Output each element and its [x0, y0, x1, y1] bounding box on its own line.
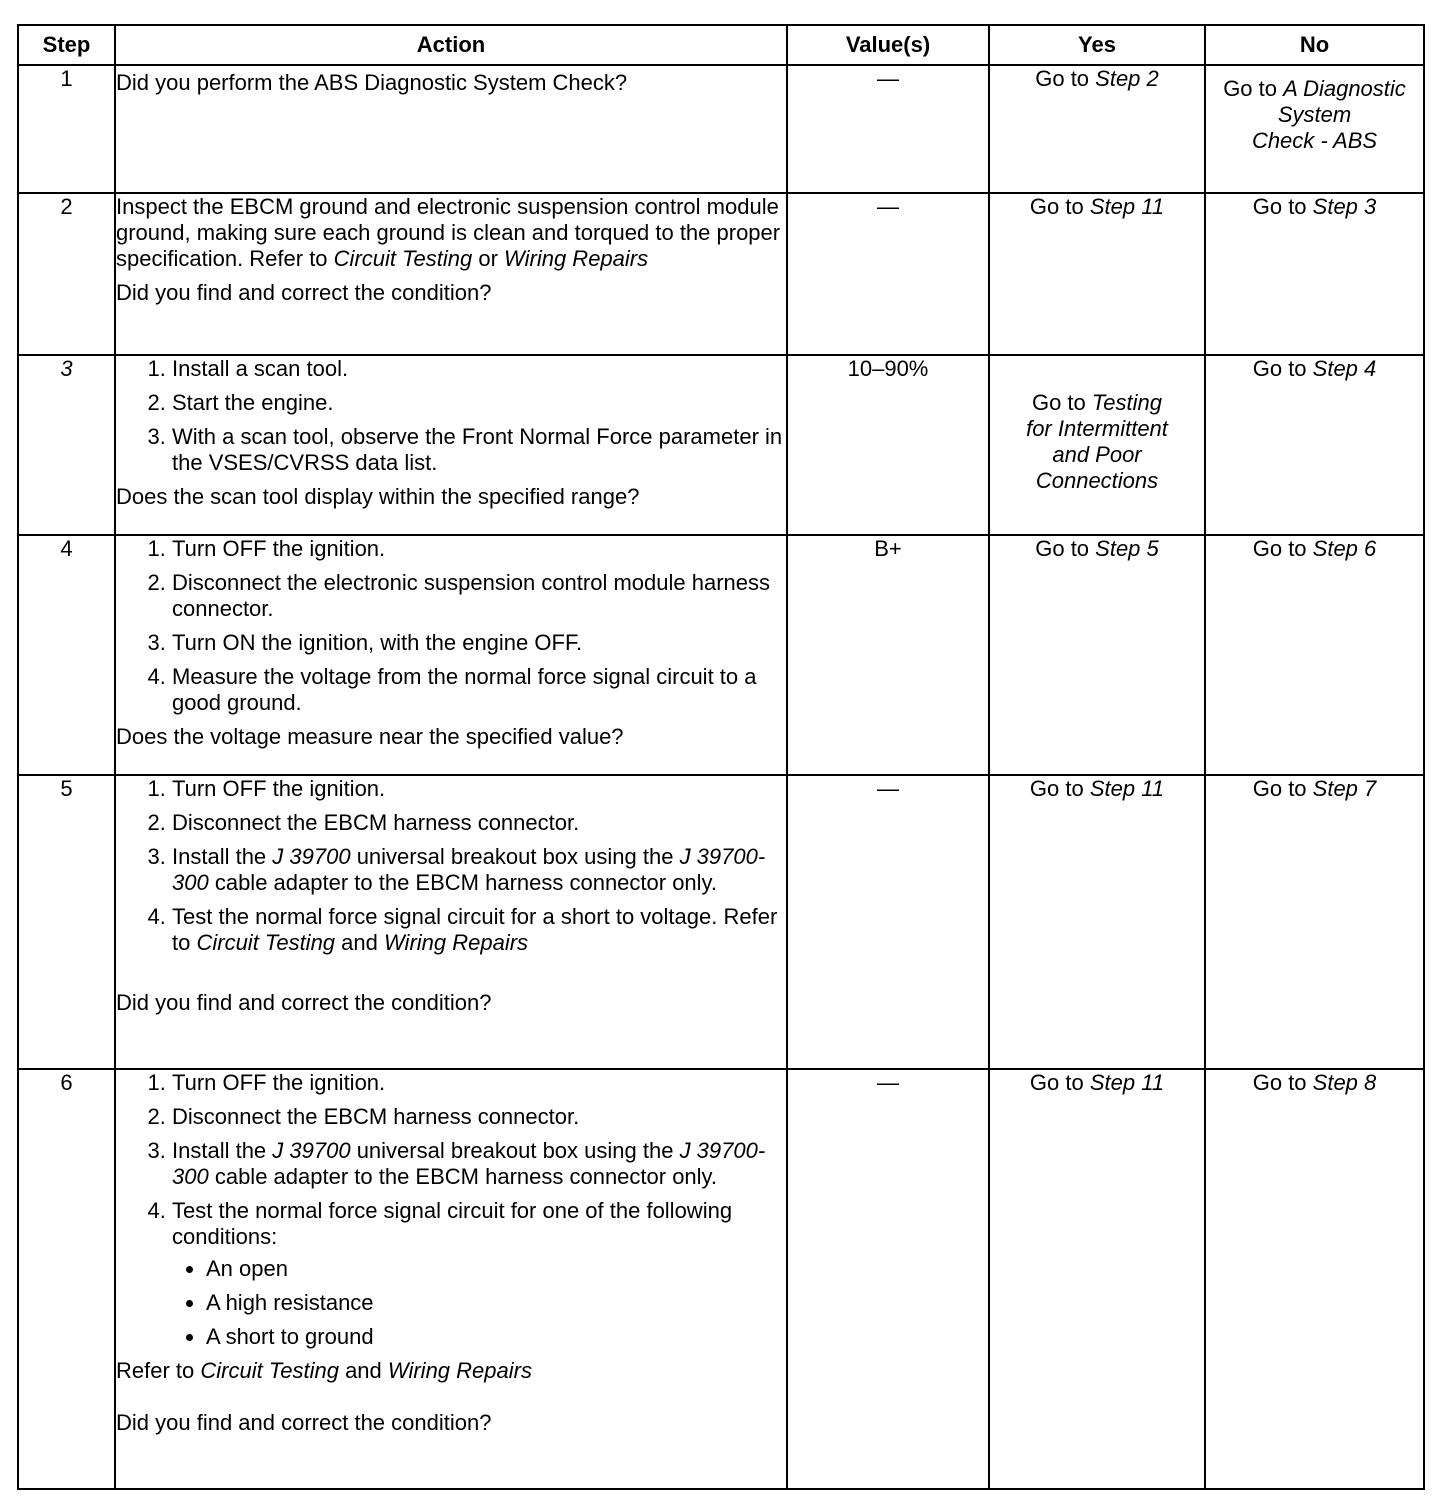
no-prefix: Go to	[1223, 76, 1284, 101]
step-number: 1	[18, 65, 115, 193]
yes-link-line: Connections	[1035, 468, 1159, 493]
no-cell	[1205, 355, 1424, 535]
procedure-item: 4. Measure the voltage from the normal force signal circuit to a good ground.	[172, 664, 786, 716]
no-cell	[1205, 775, 1424, 1069]
procedure-item: 1. Turn OFF the ignition.	[172, 536, 786, 562]
no-prefix: Go to	[1252, 536, 1313, 561]
diagnostic-table	[17, 24, 1425, 1490]
yes-link[interactable]: Step 11	[1089, 1070, 1165, 1095]
action-cell	[115, 1069, 787, 1489]
tool-j39700: J 39700	[272, 1138, 351, 1163]
procedure-item	[172, 1138, 786, 1190]
refer-text	[116, 1358, 786, 1384]
step-number: 2	[18, 193, 115, 355]
value-cell: B+	[787, 535, 989, 775]
question: Did you find and correct the condition?	[116, 1410, 492, 1435]
step-number: 5	[18, 775, 115, 1069]
step-number: 4	[18, 535, 115, 775]
action-cell	[115, 535, 787, 775]
value-cell: —	[787, 65, 989, 193]
ref-wiring-repairs[interactable]: Wiring Repairs	[383, 930, 529, 955]
item-text: universal breakout box using the	[350, 1138, 680, 1163]
refer-prefix: Refer to	[116, 1358, 201, 1383]
no-prefix: Go to	[1252, 356, 1313, 381]
procedure-item	[172, 844, 786, 896]
yes-cell	[989, 355, 1205, 535]
yes-prefix: Go to	[1029, 776, 1090, 801]
procedure-item: 2. Disconnect the EBCM harness connector.	[172, 1104, 786, 1130]
yes-cell	[989, 65, 1205, 193]
no-prefix: Go to	[1252, 776, 1313, 801]
no-prefix: Go to	[1252, 194, 1313, 219]
ref-circuit-testing[interactable]: Circuit Testing	[200, 1358, 339, 1383]
tool-j39700-300: J 39700-300	[172, 1138, 766, 1189]
item-text: Install the	[172, 1138, 273, 1163]
ref-conjunction: and	[338, 1358, 388, 1383]
yes-link[interactable]: Step 2	[1095, 66, 1159, 91]
no-cell	[1205, 193, 1424, 355]
no-link[interactable]: Step 4	[1312, 356, 1377, 381]
ref-circuit-testing[interactable]: Circuit Testing	[196, 930, 336, 955]
item-text: universal breakout box using the	[350, 844, 680, 869]
item-text: Install the	[172, 844, 273, 869]
yes-link[interactable]: Step 11	[1089, 776, 1165, 801]
question: Does the voltage measure near the specified value?	[116, 724, 624, 749]
yes-link[interactable]: Step 5	[1095, 536, 1159, 561]
procedure-item	[172, 904, 786, 956]
procedure-item: 2. Disconnect the electronic suspension control module harness connector.	[172, 570, 786, 622]
action-text: Did you perform the ABS Diagnostic System Check?	[116, 70, 628, 95]
table-row	[18, 193, 1424, 355]
no-cell	[1205, 1069, 1424, 1489]
item-text: cable adapter to the EBCM harness connector only.	[208, 870, 718, 895]
action-cell	[115, 65, 787, 193]
header-row	[18, 25, 1424, 65]
ref-circuit-testing[interactable]: Circuit Testing	[333, 246, 473, 271]
no-link-line: Check - ABS	[1251, 128, 1378, 153]
action-cell	[115, 355, 787, 535]
yes-prefix: Go to	[1029, 194, 1090, 219]
yes-link-line: Testing	[1091, 390, 1163, 415]
value-cell: 10–90%	[787, 355, 989, 535]
no-link[interactable]: Step 3	[1312, 194, 1377, 219]
question: Did you find and correct the condition?	[116, 990, 492, 1015]
no-link-line: System	[1277, 102, 1352, 127]
no-prefix: Go to	[1252, 1070, 1313, 1095]
header-yes: Yes	[989, 25, 1205, 65]
procedure-list	[116, 776, 786, 956]
no-cell	[1205, 535, 1424, 775]
header-step: Step	[18, 25, 115, 65]
condition-list	[172, 1256, 786, 1350]
yes-link[interactable]: Step 11	[1089, 194, 1165, 219]
yes-prefix: Go to	[1029, 1070, 1090, 1095]
value-cell: —	[787, 775, 989, 1069]
yes-cell	[989, 1069, 1205, 1489]
tool-j39700: J 39700	[272, 844, 351, 869]
procedure-item: 3. With a scan tool, observe the Front Normal Force parameter in the VSES/CVRSS data list.	[172, 424, 786, 476]
no-cell	[1205, 65, 1424, 193]
table-row	[18, 1069, 1424, 1489]
yes-cell	[989, 535, 1205, 775]
yes-prefix: Go to	[1035, 536, 1096, 561]
step-number: 3	[18, 355, 115, 535]
no-link[interactable]: Step 6	[1312, 536, 1377, 561]
procedure-item	[172, 1198, 786, 1350]
procedure-item: 1. Install a scan tool.	[172, 356, 786, 382]
table-row	[18, 65, 1424, 193]
action-text	[116, 194, 786, 272]
yes-cell	[989, 193, 1205, 355]
item-text: cable adapter to the EBCM harness connector only.	[208, 1164, 718, 1189]
item-text: Test the normal force signal circuit for a short to voltage. Refer to	[172, 904, 778, 955]
ref-wiring-repairs[interactable]: Wiring Repairs	[504, 246, 649, 271]
no-link-line: A Diagnostic	[1283, 76, 1406, 101]
action-cell	[115, 193, 787, 355]
no-link[interactable]: Step 7	[1312, 776, 1377, 801]
yes-cell	[989, 775, 1205, 1069]
table-row	[18, 535, 1424, 775]
procedure-item: 1. Turn OFF the ignition.	[172, 776, 786, 802]
condition-item: • An open	[206, 1256, 786, 1282]
condition-item: • A short to ground	[206, 1324, 786, 1350]
table-row	[18, 355, 1424, 535]
action-cell	[115, 775, 787, 1069]
question: Did you find and correct the condition?	[116, 280, 492, 305]
procedure-list	[116, 1070, 786, 1350]
yes-link-line: for Intermittent	[1026, 416, 1168, 441]
table-row	[18, 775, 1424, 1069]
procedure-item: 3. Turn ON the ignition, with the engine OFF.	[172, 630, 786, 656]
question: Does the scan tool display within the specified range?	[116, 484, 640, 509]
procedure-item: 1. Turn OFF the ignition.	[172, 1070, 786, 1096]
procedure-list	[116, 356, 786, 476]
ref-conjunction: or	[472, 246, 505, 271]
yes-prefix: Go to	[1031, 390, 1092, 415]
procedure-item: 2. Start the engine.	[172, 390, 786, 416]
ref-conjunction: and	[335, 930, 384, 955]
header-no: No	[1205, 25, 1424, 65]
ref-wiring-repairs[interactable]: Wiring Repairs	[387, 1358, 532, 1383]
condition-item: • A high resistance	[206, 1290, 786, 1316]
tool-j39700-300: J 39700-300	[172, 844, 766, 895]
no-link[interactable]: Step 8	[1312, 1070, 1377, 1095]
header-action: Action	[115, 25, 787, 65]
procedure-list	[116, 536, 786, 716]
value-cell: —	[787, 193, 989, 355]
yes-link-line: and Poor	[1052, 442, 1142, 467]
step-number: 6	[18, 1069, 115, 1489]
item-text: Test the normal force signal circuit for one of the following conditions:	[172, 1198, 733, 1249]
procedure-item: 2. Disconnect the EBCM harness connector.	[172, 810, 786, 836]
header-values: Value(s)	[787, 25, 989, 65]
value-cell: —	[787, 1069, 989, 1489]
yes-prefix: Go to	[1035, 66, 1096, 91]
action-text-body: Inspect the EBCM ground and electronic suspension control module ground, making sure each ground is clean and torqued to the proper specification. Refer to	[116, 194, 781, 271]
